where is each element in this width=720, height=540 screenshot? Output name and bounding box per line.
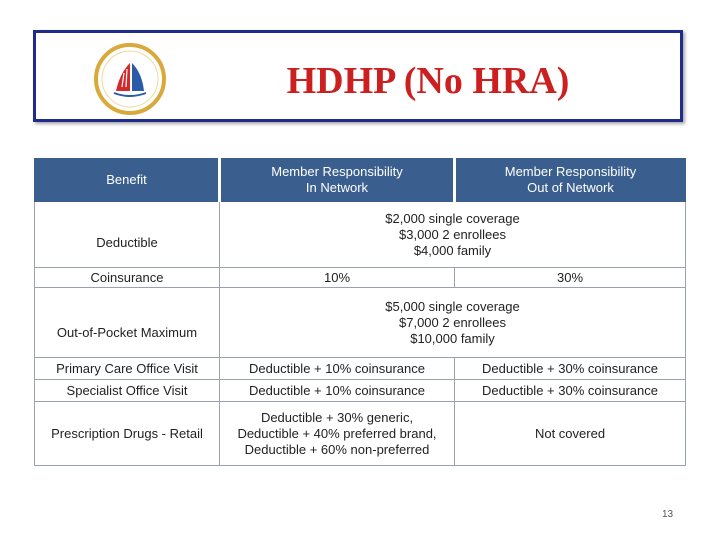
organization-seal-logo <box>94 43 166 115</box>
deductible-label: Deductible <box>35 202 220 268</box>
row-specialist <box>35 380 686 402</box>
deductible-line1: $2,000 single coverage <box>385 210 520 226</box>
specialist-label: Specialist Office Visit <box>35 380 220 402</box>
header-benefit: Benefit <box>35 159 220 202</box>
oop-max-value <box>220 288 686 358</box>
title-banner <box>33 30 683 122</box>
header-out-network-line1: Member Responsibility <box>504 164 637 179</box>
row-deductible <box>35 202 686 268</box>
header-out-network <box>455 159 686 202</box>
coinsurance-out: 30% <box>455 268 686 288</box>
slide-title: HDHP (No HRA) <box>286 60 570 102</box>
table-header-row <box>35 159 686 202</box>
rx-retail-label: Prescription Drugs - Retail <box>35 402 220 466</box>
coinsurance-in: 10% <box>220 268 455 288</box>
header-out-network-line2: Out of Network <box>527 180 614 195</box>
specialist-in: Deductible + 10% coinsurance <box>220 380 455 402</box>
row-primary-care <box>35 358 686 380</box>
oop-max-label: Out-of-Pocket Maximum <box>35 288 220 358</box>
rx-retail-in-line1: Deductible + 30% generic, <box>260 409 414 425</box>
oop-max-line3: $10,000 family <box>410 330 495 346</box>
page-number: 13 <box>662 509 674 520</box>
header-in-network-line2: In Network <box>305 180 369 195</box>
primary-care-label: Primary Care Office Visit <box>35 358 220 380</box>
oop-max-line2: $7,000 2 enrollees <box>399 314 506 330</box>
benefits-table <box>34 158 686 466</box>
rx-retail-in <box>220 402 455 466</box>
header-in-network-line1: Member Responsibility <box>271 164 403 179</box>
primary-care-in: Deductible + 10% coinsurance <box>220 358 455 380</box>
oop-max-line1: $5,000 single coverage <box>385 298 520 314</box>
row-rx-retail <box>35 402 686 466</box>
row-oop-max <box>35 288 686 358</box>
deductible-value <box>220 202 686 268</box>
rx-retail-in-line2: Deductible + 40% preferred brand, <box>237 425 437 441</box>
coinsurance-label: Coinsurance <box>35 268 220 288</box>
row-coinsurance <box>35 268 686 288</box>
rx-retail-out: Not covered <box>455 402 686 466</box>
header-in-network <box>220 159 455 202</box>
primary-care-out: Deductible + 30% coinsurance <box>455 358 686 380</box>
specialist-out: Deductible + 30% coinsurance <box>455 380 686 402</box>
deductible-line2: $3,000 2 enrollees <box>399 226 506 242</box>
rx-retail-in-line3: Deductible + 60% non-preferred <box>244 441 430 457</box>
deductible-line3: $4,000 family <box>413 242 492 258</box>
